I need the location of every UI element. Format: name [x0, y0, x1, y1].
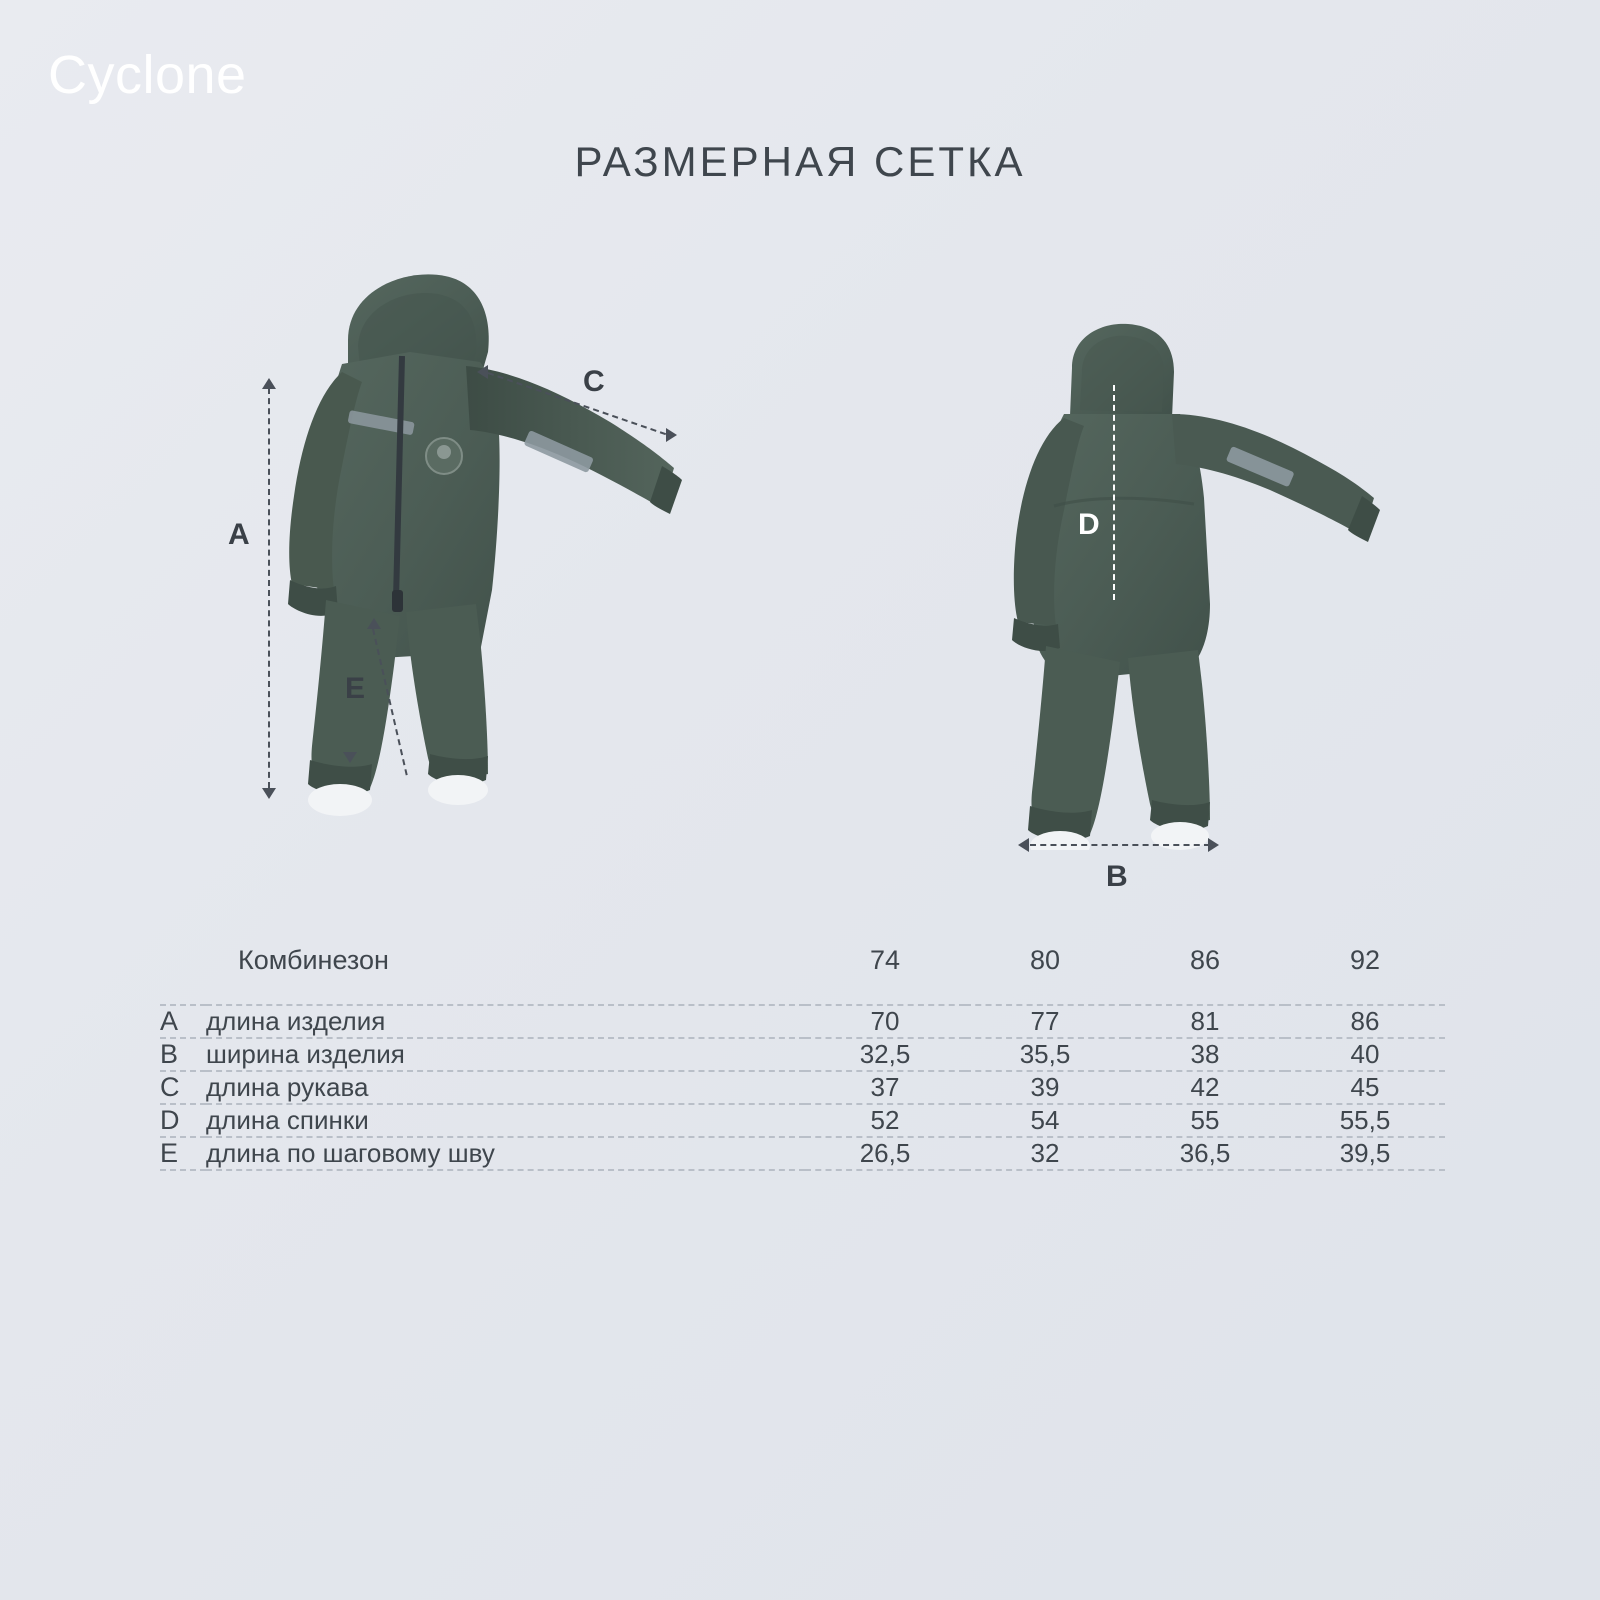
- row-e-value-80: 32: [1030, 1138, 1060, 1168]
- measure-arrow-b-left: [1018, 838, 1029, 852]
- row-b-value-74: 32,5: [859, 1039, 911, 1069]
- row-c-value-86: 42: [1190, 1072, 1220, 1102]
- row-a-value-86: 81: [1190, 1006, 1220, 1036]
- row-name-b: ширина изделия: [206, 1039, 405, 1069]
- measure-arrow-a-top: [262, 378, 276, 389]
- table-size-header-0: 74: [869, 945, 901, 975]
- row-name-a: длина изделия: [206, 1006, 386, 1036]
- row-e-value-92: 39,5: [1339, 1138, 1391, 1168]
- measure-arrow-e-top: [367, 618, 381, 629]
- row-d-value-74: 52: [870, 1105, 900, 1135]
- table-header-row: [160, 945, 1445, 1004]
- size-table-wrap: [160, 945, 1445, 1171]
- row-e-value-74: 26,5: [859, 1138, 911, 1168]
- measure-arrow-c-end: [666, 428, 677, 442]
- row-c-value-80: 39: [1030, 1072, 1060, 1102]
- row-name-c: длина рукава: [206, 1072, 369, 1102]
- row-e-value-86: 36,5: [1179, 1138, 1231, 1168]
- overall-back-view: [960, 310, 1400, 850]
- table-size-header-2: 86: [1189, 945, 1221, 975]
- row-a-value-80: 77: [1030, 1006, 1060, 1036]
- row-d-value-92: 55,5: [1339, 1105, 1391, 1135]
- row-letter-e: E: [160, 1138, 179, 1168]
- brand-logo: Cyclone: [48, 45, 247, 105]
- row-c-value-74: 37: [870, 1072, 900, 1102]
- row-b-value-92: 40: [1350, 1039, 1380, 1069]
- row-b-value-86: 38: [1190, 1039, 1220, 1069]
- row-name-e: длина по шаговому шву: [206, 1138, 495, 1168]
- row-a-value-92: 86: [1350, 1006, 1380, 1036]
- table-row: [160, 1005, 1445, 1037]
- overall-front-view: [230, 260, 730, 840]
- row-letter-d: D: [160, 1105, 180, 1135]
- table-row: [160, 1137, 1445, 1169]
- row-a-value-74: 70: [870, 1006, 900, 1036]
- marker-d: D: [1078, 508, 1100, 541]
- measure-line-a: [268, 388, 270, 788]
- row-letter-b: B: [160, 1039, 179, 1069]
- row-letter-a: A: [160, 1006, 179, 1036]
- table-divider: [160, 1169, 1445, 1170]
- table-row: [160, 1038, 1445, 1070]
- measure-arrow-c-start: [477, 365, 488, 379]
- row-b-value-80: 35,5: [1019, 1039, 1071, 1069]
- measure-line-b: [1030, 844, 1210, 846]
- page-title: РАЗМЕРНАЯ СЕТКА: [574, 138, 1026, 185]
- row-d-value-80: 54: [1030, 1105, 1060, 1135]
- marker-c: C: [583, 365, 605, 398]
- size-chart-illustration: [0, 240, 1600, 920]
- table-size-header-3: 92: [1349, 945, 1381, 975]
- row-name-d: длина спинки: [206, 1105, 369, 1135]
- marker-a: A: [228, 518, 250, 551]
- measure-arrow-e-bottom: [343, 752, 357, 763]
- table-row: [160, 1104, 1445, 1136]
- row-c-value-92: 45: [1350, 1072, 1380, 1102]
- measure-arrow-a-bottom: [262, 788, 276, 799]
- table-size-header-1: 80: [1029, 945, 1061, 975]
- size-table: [160, 945, 1445, 1171]
- measure-arrow-b-right: [1208, 838, 1219, 852]
- marker-b: B: [1106, 860, 1128, 893]
- marker-e: E: [345, 672, 366, 705]
- table-row: [160, 1071, 1445, 1103]
- row-letter-c: C: [160, 1072, 180, 1102]
- measure-line-d: [1113, 385, 1115, 600]
- table-product-label: Комбинезон: [238, 945, 389, 975]
- row-d-value-86: 55: [1190, 1105, 1220, 1135]
